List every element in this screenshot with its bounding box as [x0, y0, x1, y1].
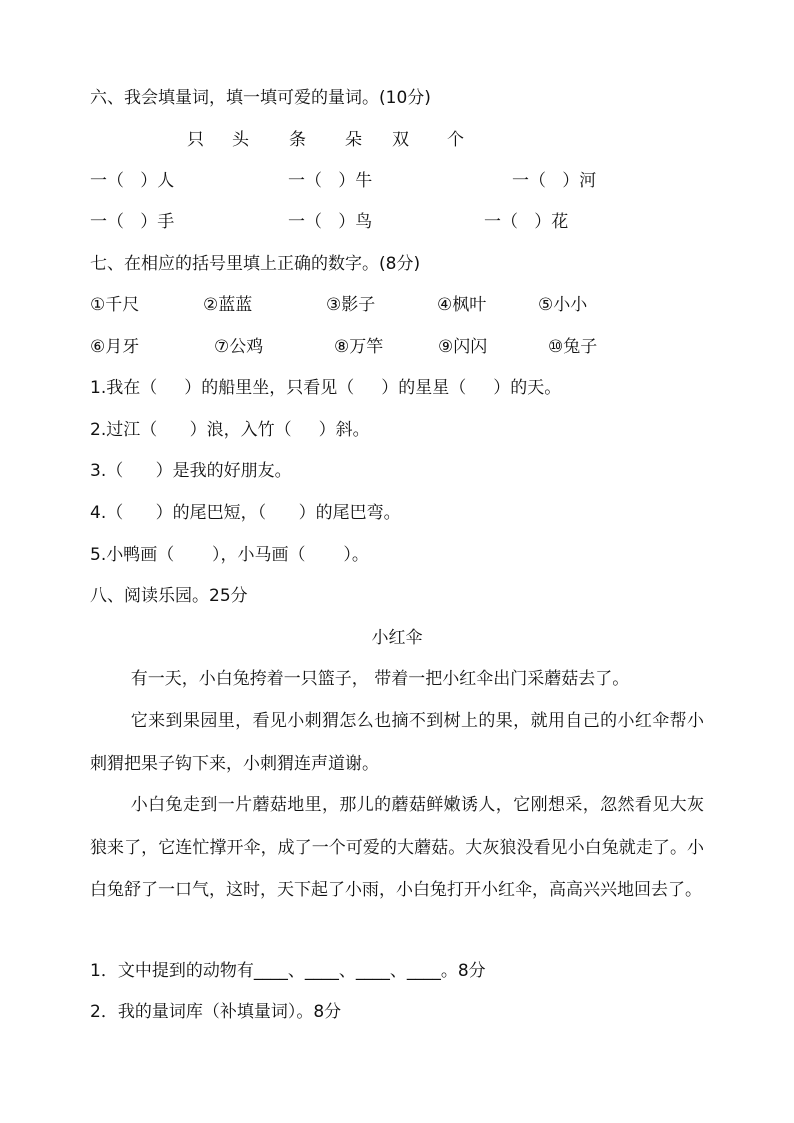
fill-blank-item: 一（ ）鸟: [288, 212, 373, 232]
story-title: 小红伞: [371, 628, 423, 648]
section6-heading: 六、我会填量词，填一填可爱的量词。(10分): [90, 88, 431, 108]
option-item: ⑦公鸡: [214, 337, 264, 357]
story-paragraph: 有一天，小白兔挎着一只篮子， 带着一把小红伞出门采蘑菇去了。: [130, 669, 630, 689]
measure-word: 只: [187, 130, 204, 150]
question-line: 5.小鸭画（ ），小马画（ ）。: [90, 545, 369, 565]
reading-question: 1．文中提到的动物有____、____、____、____。8分: [90, 961, 486, 981]
measure-word: 朵: [345, 130, 362, 150]
question-line: 4.（ ）的尾巴短，（ ）的尾巴弯。: [90, 503, 401, 523]
option-item: ⑤小小: [538, 295, 588, 315]
section8-heading: 八、阅读乐园。25分: [90, 586, 248, 606]
fill-blank-item: 一（ ）河: [512, 171, 597, 191]
fill-blank-item: 一（ ）花: [484, 212, 569, 232]
measure-word: 条: [289, 130, 306, 150]
section7-heading: 七、在相应的括号里填上正确的数字。(8分): [90, 254, 421, 274]
reading-question: 2．我的量词库（补填量词）。8分: [90, 1002, 342, 1022]
measure-word: 个: [447, 130, 464, 150]
story-paragraph: 它来到果园里，看见小刺猬怎么也摘不到树上的果，就用自己的小红伞帮小刺猬把果子钩下来，小刺猬连声道谢。: [90, 711, 704, 774]
option-item: ⑩兔子: [548, 337, 598, 357]
option-item: ⑧万竿: [334, 337, 384, 357]
option-item: ④枫叶: [437, 295, 487, 315]
option-item: ①千尺: [90, 295, 140, 315]
option-item: ⑥月牙: [90, 337, 140, 357]
fill-blank-item: 一（ ）人: [90, 171, 175, 191]
question-line: 3.（ ）是我的好朋友。: [90, 461, 292, 481]
measure-word: 头: [232, 130, 249, 150]
option-item: ⑨闪闪: [438, 337, 488, 357]
measure-word: 双: [392, 130, 409, 150]
fill-blank-item: 一（ ）手: [90, 212, 175, 232]
question-line: 2.过江（ ）浪，入竹（ ）斜。: [90, 420, 370, 440]
fill-blank-item: 一（ ）牛: [288, 171, 373, 191]
question-line: 1.我在（ ）的船里坐，只看见（ ）的星星（ ）的天。: [90, 378, 562, 398]
story-paragraph: 小白兔走到一片蘑菇地里，那儿的蘑菇鲜嫩诱人，它刚想采，忽然看见大灰狼来了，它连忙撑开伞，成了一个可爱的大蘑菇。大灰狼没看见小白兔就走了。小白兔舒了一口气，这时，天下起了小雨，小白兔打开小红伞，高高兴兴地回去了。: [90, 795, 704, 900]
option-item: ②蓝蓝: [203, 295, 253, 315]
option-item: ③影子: [326, 295, 376, 315]
